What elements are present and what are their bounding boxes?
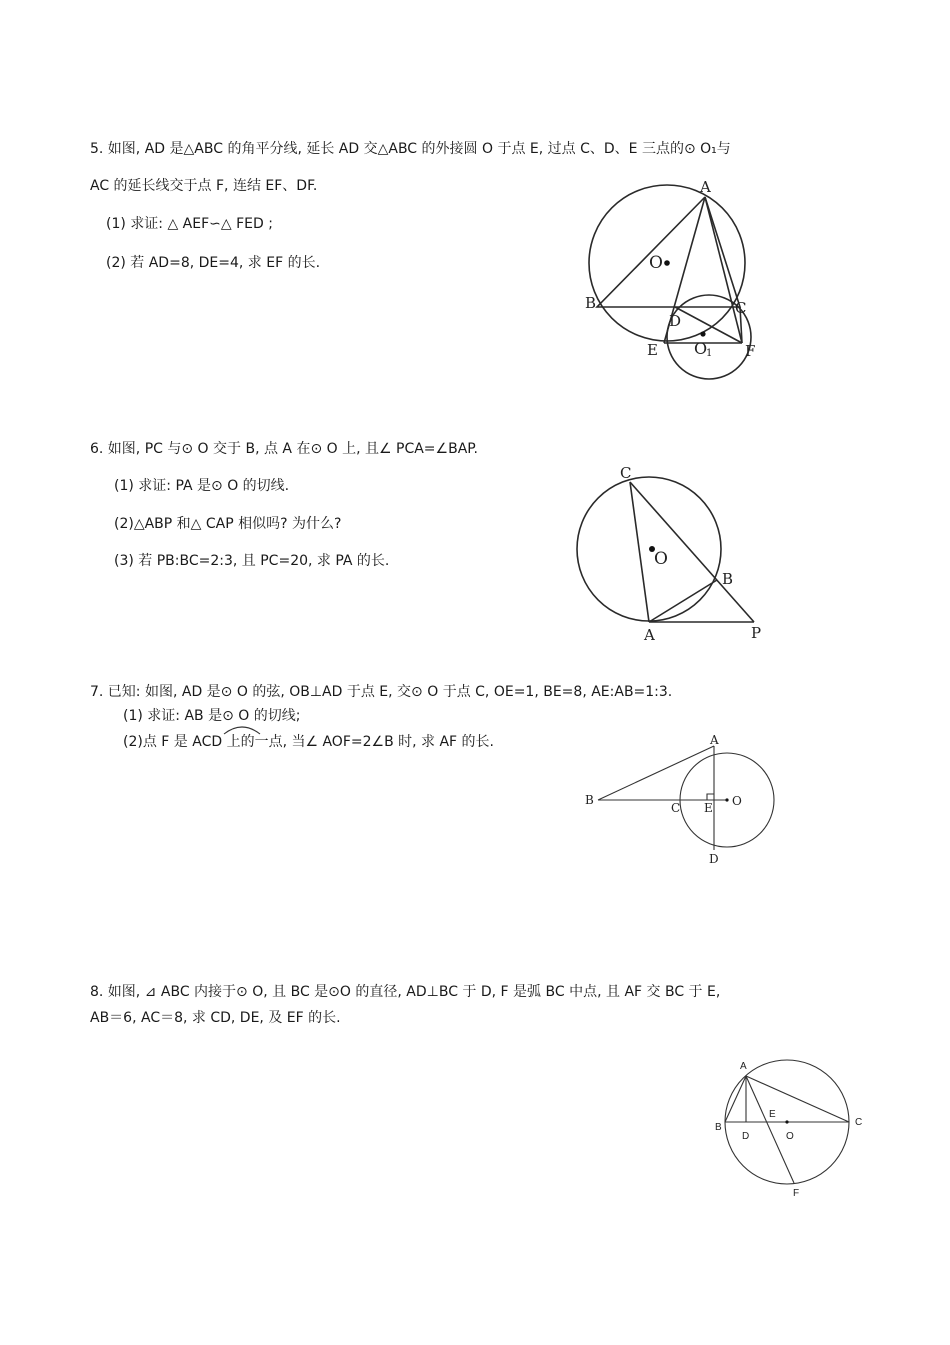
segment-af: [746, 1076, 794, 1183]
problem-6-statement: 6. 如图, PC 与⊙ O 交于 B, 点 A 在⊙ O 上, 且∠ PCA=∠BAP.: [90, 441, 478, 457]
problem-5-statement-line-1: 5. 如图, AD 是△ABC 的角平分线, 延长 AD 交△ABC 的外接圆 O 于点 E, 过点 C、D、E 三点的⊙ O₁与: [90, 141, 731, 157]
label-o: O: [649, 253, 663, 273]
label-b: B: [585, 294, 597, 312]
center-o-dot: [725, 798, 728, 801]
label-a: A: [644, 626, 655, 644]
label-f: F: [793, 1188, 800, 1199]
segment-ab: [649, 580, 717, 622]
problem-5-figure: [575, 170, 775, 385]
problem-5-statement-line-2: AC 的延长线交于点 F, 连结 EF、DF.: [90, 178, 318, 194]
label-o1-subscript: 1: [706, 348, 713, 359]
label-d: D: [709, 852, 719, 866]
center-o1-dot: [700, 331, 705, 336]
segment-af: [705, 197, 742, 343]
label-c: C: [855, 1117, 863, 1128]
right-angle-mark: [707, 794, 714, 800]
problem-6-figure: [570, 460, 770, 645]
segment-ac: [746, 1076, 849, 1122]
segment-ca: [630, 482, 649, 622]
problem-8-figure: [710, 1055, 870, 1205]
label-e: E: [769, 1109, 776, 1120]
problem-7-statement: 7. 已知: 如图, AD 是⊙ O 的弦, OB⊥AD 于点 E, 交⊙ O 于点 C, OE=1, BE=8, AE:AB=1:3.: [90, 684, 673, 700]
problem-6-part-3: (3) 若 PB:BC=2:3, 且 PC=20, 求 PA 的长.: [114, 553, 390, 569]
label-o: O: [732, 794, 742, 808]
problem-5-part-2: (2) 若 AD=8, DE=4, 求 EF 的长.: [106, 255, 321, 271]
label-e: E: [704, 801, 713, 815]
segment-cp: [630, 482, 754, 622]
label-a: A: [740, 1061, 747, 1072]
label-a: A: [710, 733, 719, 747]
label-p: P: [751, 624, 762, 642]
label-o: O: [654, 549, 668, 569]
problem-5-part-1: (1) 求证: △ AEF∽△ FED ;: [106, 216, 273, 232]
label-b: B: [715, 1122, 722, 1133]
segment-ab: [725, 1076, 746, 1122]
problem-8-statement-line-1: 8. 如图, ⊿ ABC 内接于⊙ O, 且 BC 是⊙O 的直径, AD⊥BC 于 D, F 是弧 BC 中点, 且 AF 交 BC 于 E,: [90, 984, 721, 1000]
label-d: D: [742, 1131, 750, 1142]
label-a: A: [700, 178, 711, 196]
problem-6-part-1: (1) 求证: PA 是⊙ O 的切线.: [114, 478, 290, 494]
label-f: F: [745, 342, 756, 360]
segment-ba: [598, 746, 714, 800]
center-o-dot: [785, 1120, 788, 1123]
problem-8-statement-line-2: AB＝6, AC＝8, 求 CD, DE, 及 EF 的长.: [90, 1010, 341, 1026]
label-c: C: [735, 299, 747, 317]
label-b: B: [585, 793, 594, 807]
label-c: C: [671, 801, 681, 815]
label-e: E: [647, 341, 658, 359]
label-c: C: [620, 464, 632, 482]
segment-df: [675, 307, 742, 343]
label-o1: O: [694, 339, 708, 358]
label-o: O: [786, 1131, 794, 1142]
problem-7-figure: [578, 730, 788, 870]
problem-6-part-2: (2)△ABP 和△ CAP 相似吗? 为什么?: [114, 516, 342, 532]
center-o-dot: [664, 260, 670, 266]
arc-notation-mark: [222, 724, 262, 736]
problem-7-part-2: (2)点 F 是 ACD 上的一点, 当∠ AOF=2∠B 时, 求 AF 的长.: [123, 734, 494, 750]
label-b: B: [722, 570, 734, 588]
problem-7-part-1: (1) 求证: AB 是⊙ O 的切线;: [123, 708, 301, 724]
label-d: D: [669, 312, 682, 330]
